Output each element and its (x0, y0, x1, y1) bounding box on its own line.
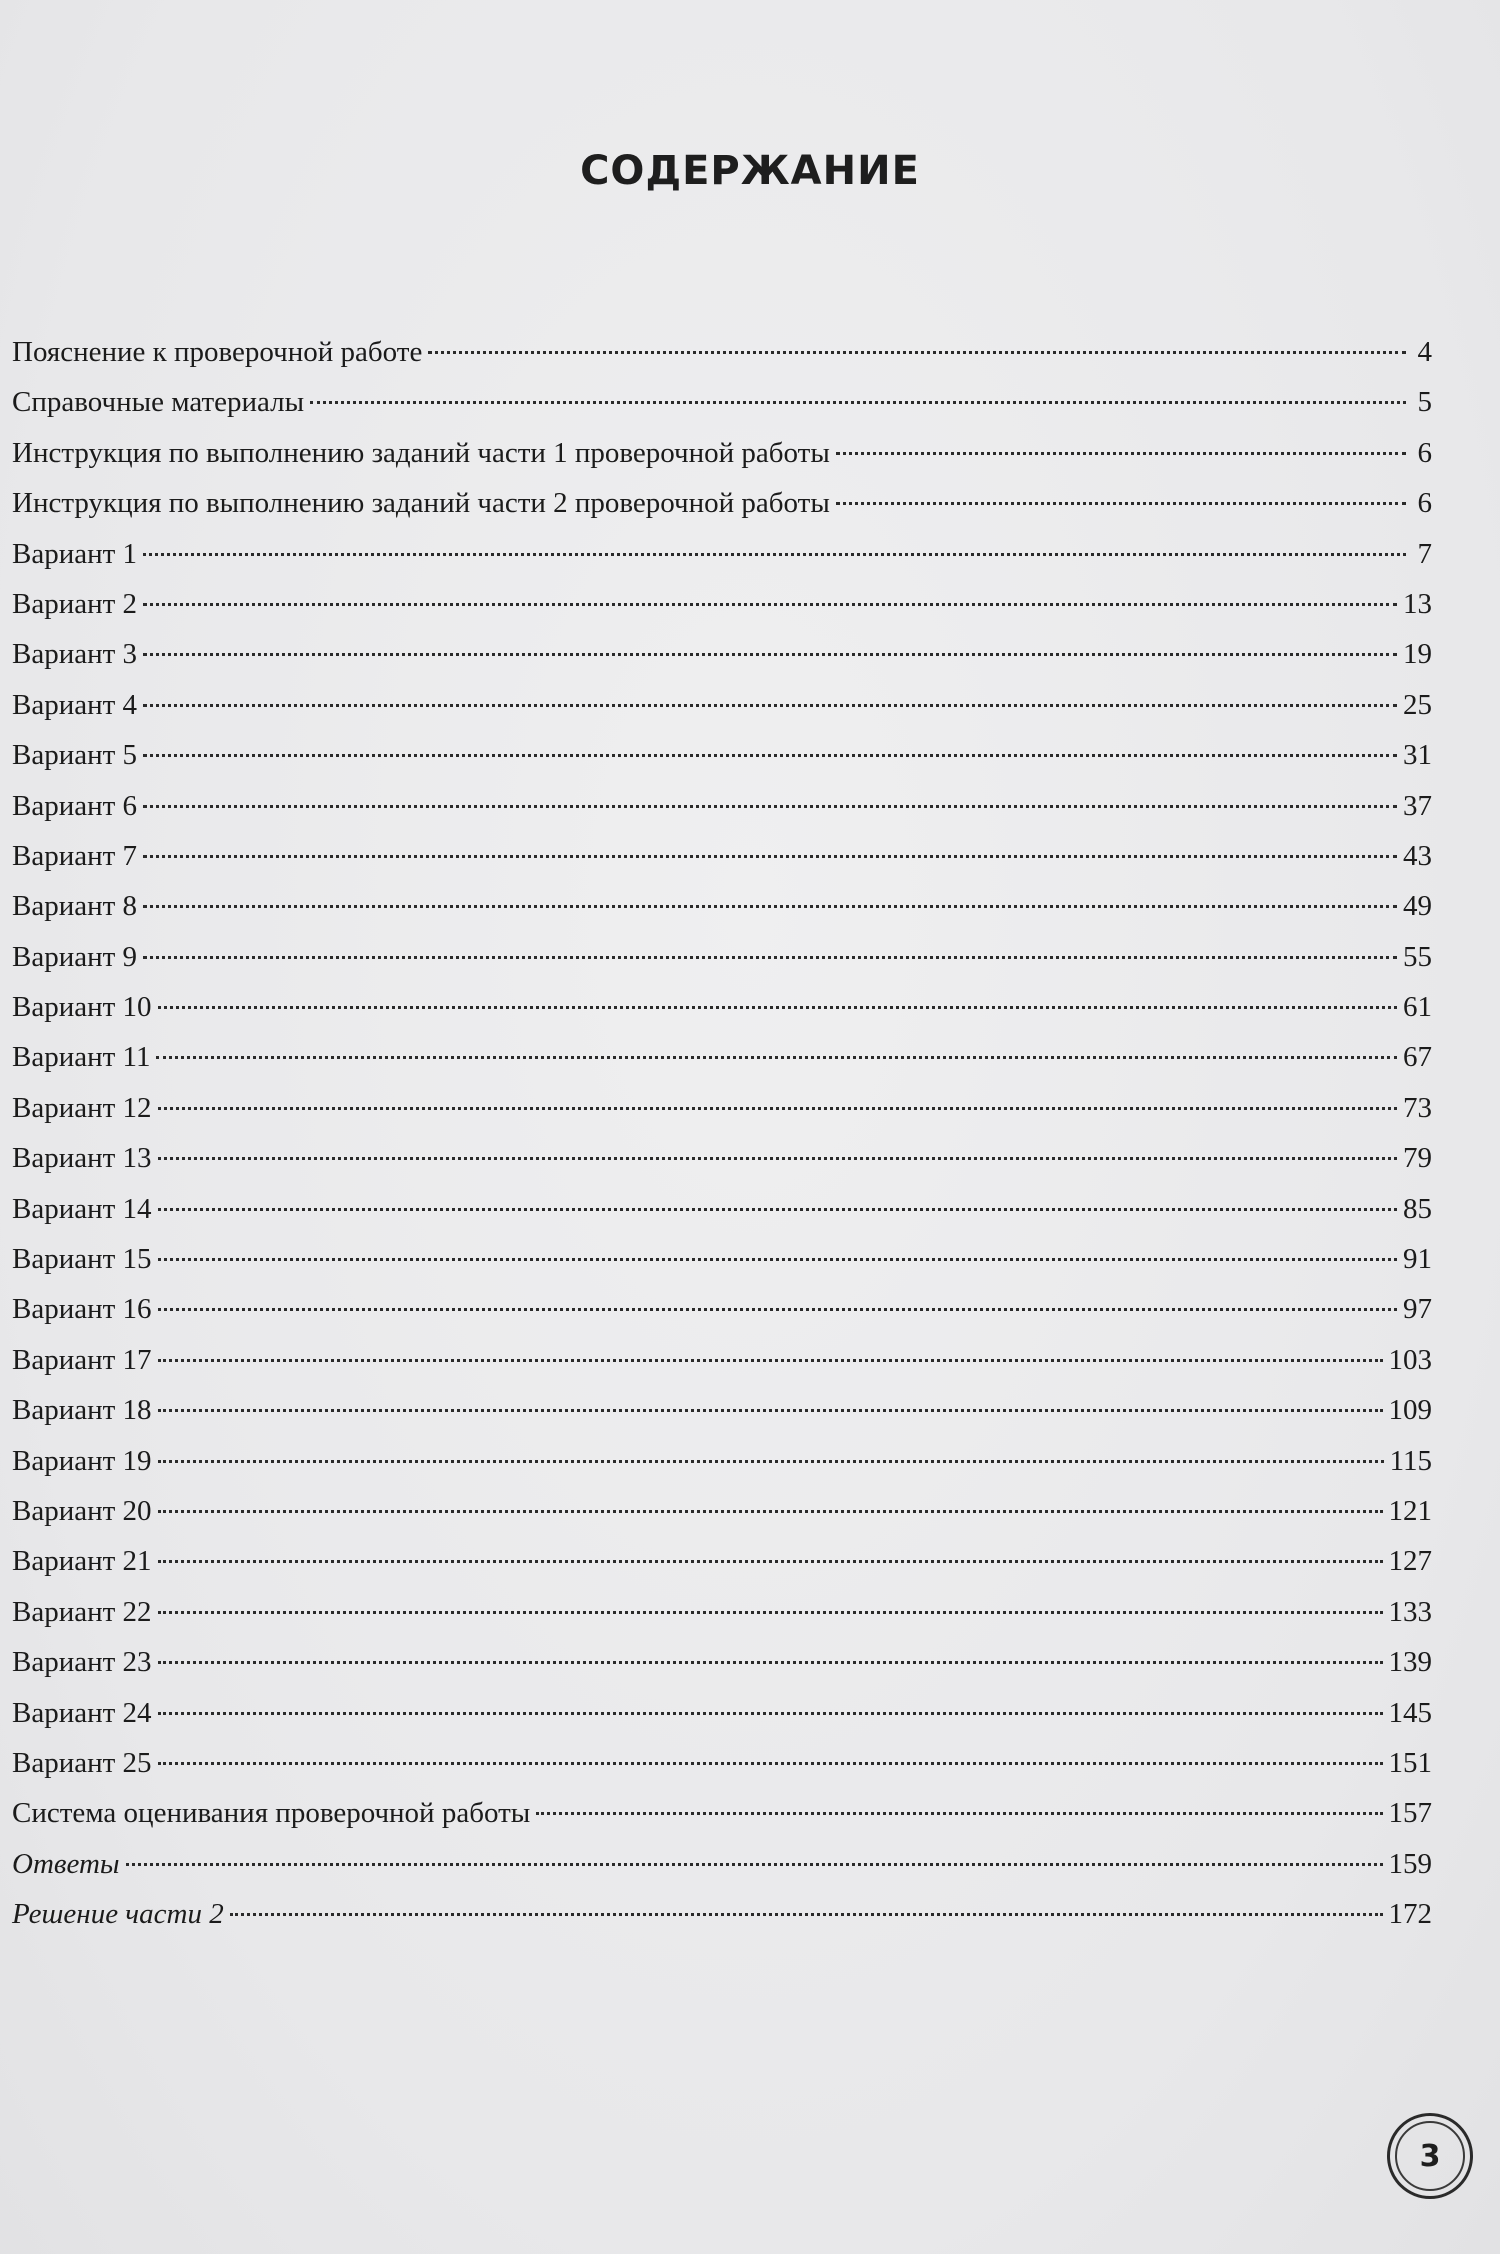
toc-entry-page: 49 (1403, 890, 1432, 923)
dot-leader (158, 1510, 1383, 1513)
toc-entry-title: Вариант 1 (12, 537, 138, 570)
dot-leader (158, 1157, 1397, 1160)
toc-entry-title: Вариант 7 (12, 839, 138, 872)
dot-leader (158, 1359, 1383, 1362)
toc-entry-page: 6 (1417, 487, 1432, 520)
toc-entry-title: Вариант 24 (12, 1696, 152, 1729)
dot-leader (143, 653, 1397, 656)
toc-entry-title: Вариант 25 (12, 1746, 152, 1779)
toc-entry-title: Вариант 11 (12, 1041, 151, 1074)
toc-entry (12, 377, 1432, 427)
page-title: СОДЕРЖАНИЕ (580, 148, 920, 194)
toc-entry-title: Вариант 10 (12, 991, 152, 1024)
toc-entry-page: 5 (1417, 386, 1432, 419)
toc-entry-page: 67 (1403, 1041, 1432, 1074)
toc-entry (12, 730, 1432, 780)
toc-entry-page: 37 (1403, 789, 1432, 822)
toc-entry (12, 629, 1432, 679)
toc-entry (12, 1637, 1432, 1687)
toc-entry (12, 579, 1432, 629)
toc-entry-title: Вариант 23 (12, 1646, 152, 1679)
toc-entry-page: 157 (1388, 1797, 1432, 1830)
toc-entry-page: 6 (1417, 436, 1432, 469)
toc-entry-page: 172 (1388, 1898, 1432, 1931)
dot-leader (158, 1762, 1383, 1765)
toc-entry (12, 1133, 1432, 1183)
toc-entry-title: Пояснение к проверочной работе (12, 336, 423, 368)
toc-entry-page: 7 (1417, 537, 1432, 570)
toc-entry (12, 1889, 1432, 1939)
toc-entry-page: 109 (1388, 1394, 1432, 1427)
toc-entry (12, 1436, 1432, 1486)
toc-entry-page: 79 (1403, 1142, 1432, 1175)
toc-entry-title: Вариант 3 (12, 638, 138, 671)
dot-leader (143, 603, 1397, 606)
toc-entry-page: 25 (1403, 688, 1432, 721)
toc-entry-page: 4 (1417, 336, 1432, 368)
toc-entry-title: Вариант 21 (12, 1545, 152, 1578)
dot-leader (158, 1258, 1397, 1261)
dot-leader (126, 1863, 1383, 1866)
toc-entry (12, 1284, 1432, 1334)
toc-entry (12, 1083, 1432, 1133)
dot-leader (158, 1661, 1383, 1664)
toc-entry (12, 982, 1432, 1032)
toc-entry-page: 43 (1403, 839, 1432, 872)
toc-entry (12, 1335, 1432, 1385)
table-of-contents (12, 327, 1432, 1940)
toc-entry-title: Вариант 13 (12, 1142, 152, 1175)
toc-entry-page: 145 (1388, 1696, 1432, 1729)
dot-leader (536, 1812, 1382, 1815)
toc-entry (12, 1536, 1432, 1586)
toc-entry-title: Инструкция по выполнению заданий части 1 проверочной работы (12, 436, 830, 469)
dot-leader (158, 1107, 1397, 1110)
toc-entry-page: 31 (1403, 739, 1432, 772)
dot-leader (158, 1712, 1383, 1715)
toc-entry (12, 1184, 1432, 1234)
toc-entry (12, 1738, 1432, 1788)
toc-entry-page: 55 (1403, 940, 1432, 973)
dot-leader (158, 1611, 1383, 1614)
toc-entry-title: Ответы (12, 1847, 120, 1880)
toc-entry (12, 1688, 1432, 1738)
toc-entry-page: 13 (1403, 587, 1432, 620)
toc-entry (12, 1385, 1432, 1435)
toc-entry-title: Вариант 16 (12, 1293, 152, 1326)
toc-entry-page: 103 (1388, 1343, 1432, 1376)
toc-entry (12, 831, 1432, 881)
toc-entry-page: 73 (1403, 1091, 1432, 1124)
toc-entry-title: Решение части 2 (12, 1898, 224, 1931)
toc-entry-page: 151 (1388, 1746, 1432, 1779)
toc-entry (12, 1839, 1432, 1889)
toc-entry (12, 428, 1432, 478)
dot-leader (158, 1460, 1384, 1463)
toc-entry-title: Вариант 9 (12, 940, 138, 973)
toc-entry-page: 19 (1403, 638, 1432, 671)
dot-leader (158, 1560, 1383, 1563)
dot-leader (836, 452, 1406, 455)
toc-entry-page: 85 (1403, 1192, 1432, 1225)
toc-entry-title: Вариант 18 (12, 1394, 152, 1427)
toc-entry (12, 1486, 1432, 1536)
toc-entry (12, 881, 1432, 931)
toc-entry-title: Вариант 20 (12, 1494, 152, 1527)
dot-leader (158, 1409, 1383, 1412)
toc-entry (12, 1032, 1432, 1082)
dot-leader (143, 754, 1397, 757)
page-number-badge (1387, 2113, 1473, 2199)
dot-leader (158, 1208, 1397, 1211)
toc-entry-page: 133 (1388, 1595, 1432, 1628)
toc-entry-title: Вариант 6 (12, 789, 138, 822)
dot-leader (310, 401, 1406, 404)
toc-entry (12, 680, 1432, 730)
toc-entry-title: Вариант 5 (12, 739, 138, 772)
toc-entry-page: 115 (1389, 1444, 1432, 1477)
toc-entry-title: Вариант 19 (12, 1444, 152, 1477)
toc-entry-title: Вариант 4 (12, 688, 138, 721)
toc-entry-title: Вариант 17 (12, 1343, 152, 1376)
toc-entry-page: 139 (1388, 1646, 1432, 1679)
toc-entry-title: Вариант 8 (12, 890, 138, 923)
dot-leader (143, 805, 1397, 808)
toc-entry-title: Вариант 2 (12, 587, 138, 620)
toc-entry (12, 781, 1432, 831)
toc-entry-title: Вариант 14 (12, 1192, 152, 1225)
toc-entry-title: Вариант 15 (12, 1243, 152, 1276)
toc-entry (12, 1788, 1432, 1838)
toc-entry (12, 1587, 1432, 1637)
dot-leader (428, 351, 1406, 354)
toc-entry-page: 91 (1403, 1243, 1432, 1276)
dot-leader (143, 905, 1397, 908)
toc-entry (12, 478, 1432, 528)
toc-entry-page: 61 (1403, 991, 1432, 1024)
toc-entry (12, 1234, 1432, 1284)
toc-entry-title: Справочные материалы (12, 386, 305, 419)
dot-leader (836, 502, 1406, 505)
dot-leader (156, 1056, 1397, 1059)
dot-leader (143, 855, 1397, 858)
dot-leader (230, 1913, 1383, 1916)
toc-entry (12, 932, 1432, 982)
toc-entry-page: 159 (1388, 1847, 1432, 1880)
toc-entry-title: Вариант 22 (12, 1595, 152, 1628)
toc-entry-page: 97 (1403, 1293, 1432, 1326)
toc-entry-page: 127 (1388, 1545, 1432, 1578)
dot-leader (158, 1308, 1397, 1311)
toc-entry-title: Вариант 12 (12, 1091, 152, 1124)
dot-leader (143, 704, 1397, 707)
dot-leader (158, 1006, 1397, 1009)
toc-entry-title: Система оценивания проверочной работы (12, 1797, 531, 1830)
toc-entry (12, 529, 1432, 579)
page-number: 3 (1395, 2121, 1465, 2191)
dot-leader (143, 956, 1397, 959)
toc-entry-title: Инструкция по выполнению заданий части 2 проверочной работы (12, 487, 830, 520)
toc-entry (12, 327, 1432, 377)
dot-leader (143, 553, 1406, 556)
toc-entry-page: 121 (1388, 1494, 1432, 1527)
